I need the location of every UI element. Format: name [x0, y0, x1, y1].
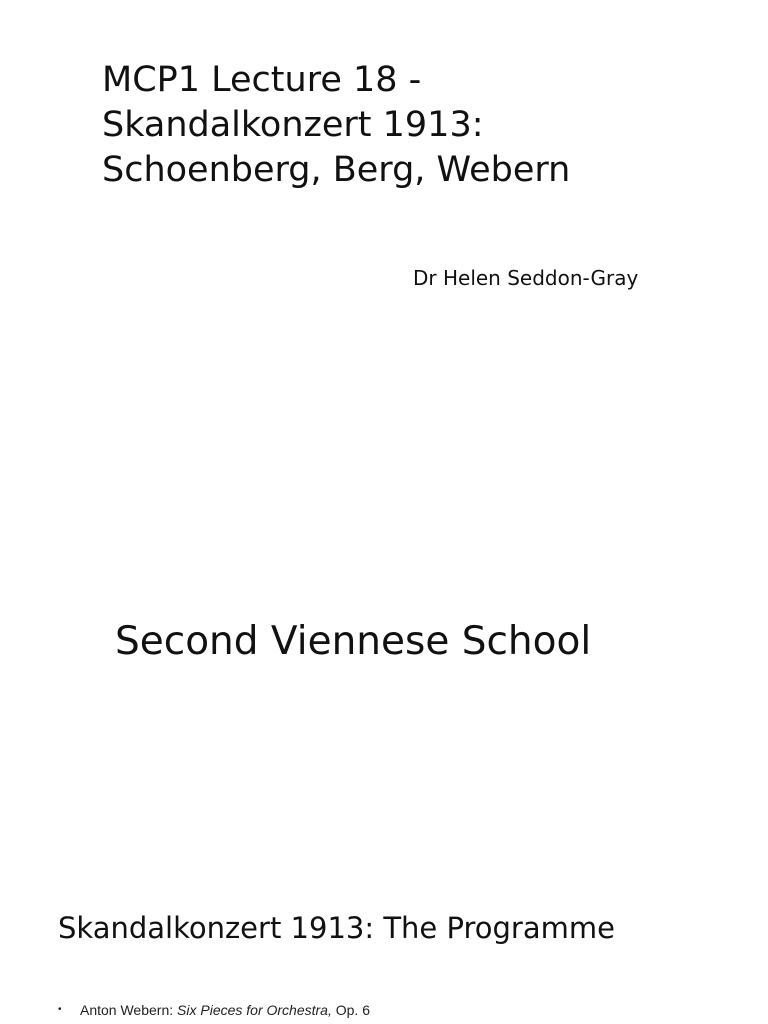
title-line: MCP1 Lecture 18 - [102, 60, 422, 100]
programme-heading: Skandalkonzert 1913: The Programme [58, 911, 615, 945]
composer-name: Anton Webern: [80, 1002, 174, 1018]
programme-list [58, 1000, 370, 1020]
bullet-icon: • [58, 1004, 62, 1015]
work-title: Six Pieces for Orchestra, [177, 1002, 332, 1018]
author-name: Dr Helen Seddon-Gray [413, 266, 639, 290]
title-line: Schoenberg, Berg, Webern [102, 150, 571, 190]
lecture-title [102, 58, 702, 193]
title-line: Skandalkonzert 1913: [102, 105, 484, 145]
list-item [58, 1000, 370, 1020]
section-heading: Second Viennese School [115, 619, 592, 664]
opus-number: Op. 6 [335, 1002, 370, 1018]
